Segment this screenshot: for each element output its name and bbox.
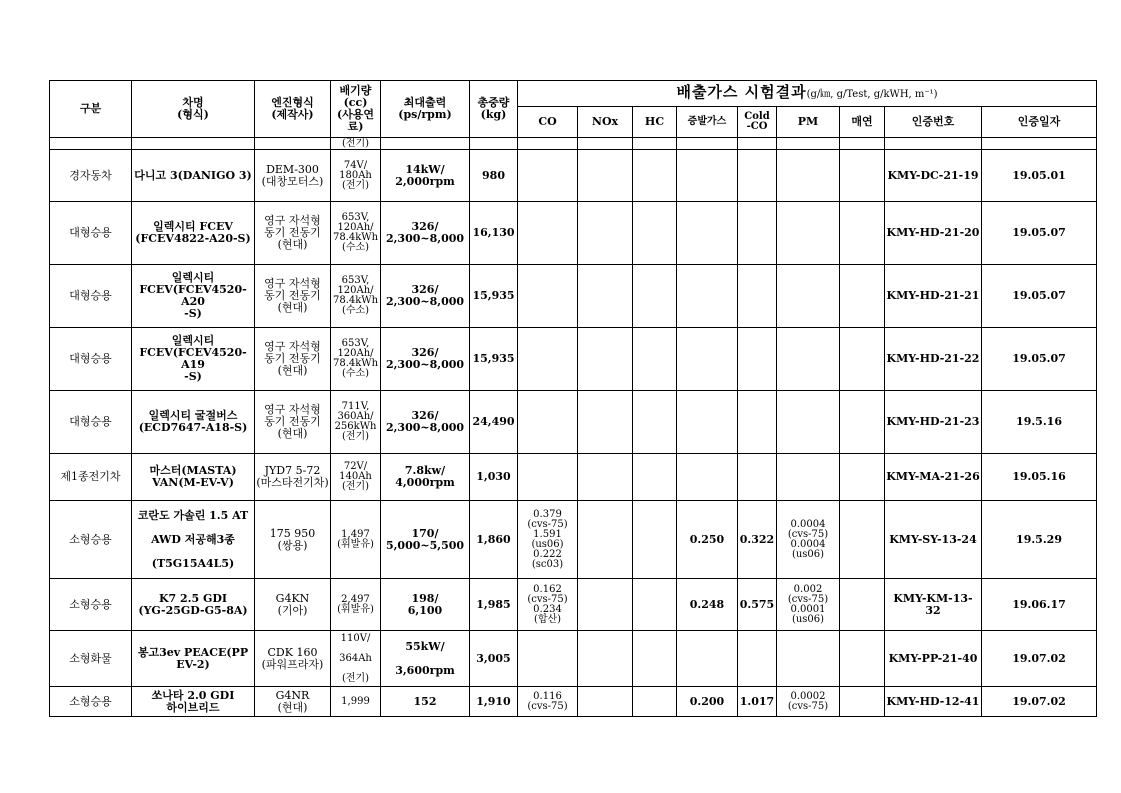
table-row <box>50 631 1097 687</box>
row-weight: 24,490 <box>470 391 518 454</box>
row-hc <box>633 150 677 202</box>
row-pm <box>777 391 840 454</box>
row-displacement: 1,497 (휘발유) <box>331 501 381 579</box>
emission-results-header <box>518 81 1097 107</box>
row-category: 대형승용 <box>50 328 132 391</box>
row-cold-co <box>738 150 777 202</box>
row-displacement: 711V, 360Ah/ 256kWh (전기) <box>331 391 381 454</box>
row-cold-co <box>738 328 777 391</box>
row-cold-co: 0.575 <box>738 579 777 631</box>
row-hc <box>633 687 677 717</box>
row-co <box>518 454 578 501</box>
row-engine: 영구 자석형 동기 전동기 (현대) <box>255 328 331 391</box>
row-nox <box>578 150 633 202</box>
row-output: 326/ 2,300~8,000 <box>381 265 470 328</box>
row-model: 일렉시티 FCEV(FCEV4520-A19 -S) <box>132 328 255 391</box>
row-cert-no: KMY-SY-13-24 <box>885 501 982 579</box>
row-category: 대형승용 <box>50 202 132 265</box>
row-pm <box>777 454 840 501</box>
row-cert-date: 19.05.07 <box>982 202 1097 265</box>
continuation-row <box>50 138 1097 150</box>
row-output: 55kW/ 3,600rpm <box>381 631 470 687</box>
row-weight: 15,935 <box>470 265 518 328</box>
row-smoke <box>840 150 885 202</box>
row-nox <box>578 687 633 717</box>
table-row <box>50 454 1097 501</box>
row-co <box>518 391 578 454</box>
row-output: 326/ 2,300~8,000 <box>381 202 470 265</box>
row-nox <box>578 265 633 328</box>
row-evap <box>677 631 738 687</box>
row-category: 소형승용 <box>50 579 132 631</box>
row-co <box>518 150 578 202</box>
row-output: 7.8kw/ 4,000rpm <box>381 454 470 501</box>
emission-certification-table <box>49 80 1097 717</box>
row-pm: 0.0002 (cvs-75) <box>777 687 840 717</box>
row-model: 일렉시티 굴절버스 (ECD7647-A18-S) <box>132 391 255 454</box>
row-cert-no: KMY-HD-21-23 <box>885 391 982 454</box>
row-output: 14kW/ 2,000rpm <box>381 150 470 202</box>
row-nox <box>578 391 633 454</box>
row-cold-co <box>738 631 777 687</box>
row-weight: 3,005 <box>470 631 518 687</box>
row-displacement: 2,497 (휘발유) <box>331 579 381 631</box>
row-hc <box>633 202 677 265</box>
row-engine: 175 950 (쌍용) <box>255 501 331 579</box>
row-category: 대형승용 <box>50 265 132 328</box>
row-co <box>518 202 578 265</box>
row-engine: 영구 자석형 동기 전동기 (현대) <box>255 391 331 454</box>
row-nox <box>578 501 633 579</box>
row-cold-co <box>738 391 777 454</box>
row-hc <box>633 454 677 501</box>
row-cert-no: KMY-PP-21-40 <box>885 631 982 687</box>
row-smoke <box>840 579 885 631</box>
table-row <box>50 391 1097 454</box>
row-evap: 0.248 <box>677 579 738 631</box>
row-cert-date: 19.05.16 <box>982 454 1097 501</box>
row-category: 소형승용 <box>50 501 132 579</box>
row-output: 152 <box>381 687 470 717</box>
table-row <box>50 150 1097 202</box>
header-engine: 엔진형식 (제작사) <box>255 81 331 138</box>
table-row <box>50 265 1097 328</box>
row-displacement: 110V/ 364Ah (전기) <box>331 631 381 687</box>
header-pm: PM <box>777 107 840 138</box>
row-evap: 0.200 <box>677 687 738 717</box>
row-cert-no: KMY-HD-21-22 <box>885 328 982 391</box>
row-category: 경자동차 <box>50 150 132 202</box>
table-row <box>50 202 1097 265</box>
row-hc <box>633 579 677 631</box>
header-displacement: 배기량(cc) (사용연료) <box>331 81 381 138</box>
row-pm <box>777 202 840 265</box>
row-weight: 980 <box>470 150 518 202</box>
row-co: 0.162 (cvs-75) 0.234 (합산) <box>518 579 578 631</box>
row-evap <box>677 391 738 454</box>
row-hc <box>633 501 677 579</box>
row-pm <box>777 150 840 202</box>
row-co <box>518 631 578 687</box>
row-cert-no: KMY-HD-21-21 <box>885 265 982 328</box>
row-cert-date: 19.5.16 <box>982 391 1097 454</box>
header-smoke: 매연 <box>840 107 885 138</box>
row-pm: 0.0004 (cvs-75) 0.0004 (us06) <box>777 501 840 579</box>
row-displacement: 1,999 <box>331 687 381 717</box>
row-weight: 1,985 <box>470 579 518 631</box>
row-engine: JYD7 5-72 (마스타전기차) <box>255 454 331 501</box>
row-smoke <box>840 202 885 265</box>
header-evap: 증발가스 <box>677 107 738 138</box>
header-nox: NOx <box>578 107 633 138</box>
row-pm: 0.002 (cvs-75) 0.0001 (us06) <box>777 579 840 631</box>
row-output: 326/ 2,300~8,000 <box>381 328 470 391</box>
row-weight: 16,130 <box>470 202 518 265</box>
row-co <box>518 265 578 328</box>
row-cert-no: KMY-MA-21-26 <box>885 454 982 501</box>
row-smoke <box>840 501 885 579</box>
row-weight: 15,935 <box>470 328 518 391</box>
row-model: K7 2.5 GDI (YG-25GD-G5-8A) <box>132 579 255 631</box>
row-smoke <box>840 454 885 501</box>
row-nox <box>578 328 633 391</box>
row-cert-no: KMY-HD-21-20 <box>885 202 982 265</box>
row-displacement: 653V, 120Ah/ 78.4kWh (수소) <box>331 265 381 328</box>
row-displacement: 74V/ 180Ah (전기) <box>331 150 381 202</box>
row-weight: 1,030 <box>470 454 518 501</box>
row-smoke <box>840 391 885 454</box>
row-displacement: 653V, 120Ah/ 78.4kWh (수소) <box>331 328 381 391</box>
row-category: 소형승용 <box>50 687 132 717</box>
row-cert-date: 19.07.02 <box>982 687 1097 717</box>
table-row <box>50 328 1097 391</box>
row-hc <box>633 265 677 328</box>
row-model: 마스터(MASTA) VAN(M-EV-V) <box>132 454 255 501</box>
row-output: 326/ 2,300~8,000 <box>381 391 470 454</box>
row-cert-no: KMY-HD-12-41 <box>885 687 982 717</box>
header-cert-no: 인증번호 <box>885 107 982 138</box>
header-gross-weight: 총중량 (kg) <box>470 81 518 138</box>
row-nox <box>578 579 633 631</box>
row-engine: DEM-300 (대창모터스) <box>255 150 331 202</box>
row-smoke <box>840 687 885 717</box>
row-model: 다니고 3(DANIGO 3) <box>132 150 255 202</box>
emission-results-unit: (g/㎞, g/Test, g/kWH, m⁻¹) <box>806 89 938 100</box>
row-engine: G4KN (기아) <box>255 579 331 631</box>
table-row <box>50 579 1097 631</box>
header-model-name: 차명 (형식) <box>132 81 255 138</box>
row-evap <box>677 265 738 328</box>
row-engine: 영구 자석형 동기 전동기 (현대) <box>255 265 331 328</box>
row-evap: 0.250 <box>677 501 738 579</box>
row-weight: 1,860 <box>470 501 518 579</box>
row-cert-date: 19.5.29 <box>982 501 1097 579</box>
row-output: 170/ 5,000~5,500 <box>381 501 470 579</box>
row-hc <box>633 631 677 687</box>
row-smoke <box>840 328 885 391</box>
row-displacement: 653V, 120Ah/ 78.4kWh (수소) <box>331 202 381 265</box>
row-cert-no: KMY-DC-21-19 <box>885 150 982 202</box>
row-nox <box>578 202 633 265</box>
table-row <box>50 501 1097 579</box>
row-evap <box>677 150 738 202</box>
row-co: 0.379 (cvs-75) 1.591 (us06) 0.222 (sc03) <box>518 501 578 579</box>
row-smoke <box>840 631 885 687</box>
row-cert-date: 19.05.07 <box>982 328 1097 391</box>
header-max-output: 최대출력 (ps/rpm) <box>381 81 470 138</box>
row-hc <box>633 328 677 391</box>
row-displacement: 72V/ 140Ah (전기) <box>331 454 381 501</box>
header-co: CO <box>518 107 578 138</box>
row-cold-co <box>738 265 777 328</box>
row-cert-date: 19.07.02 <box>982 631 1097 687</box>
row-evap <box>677 202 738 265</box>
row-category: 제1종전기차 <box>50 454 132 501</box>
row-evap <box>677 454 738 501</box>
row-pm <box>777 631 840 687</box>
row-model: 일렉시티 FCEV(FCEV4520-A20 -S) <box>132 265 255 328</box>
row-pm <box>777 265 840 328</box>
row-nox <box>578 454 633 501</box>
row-co <box>518 328 578 391</box>
row-output: 198/ 6,100 <box>381 579 470 631</box>
row-weight: 1,910 <box>470 687 518 717</box>
row-cert-no: KMY-KM-13-32 <box>885 579 982 631</box>
header-cold-co: Cold -CO <box>738 107 777 138</box>
row-cold-co: 0.322 <box>738 501 777 579</box>
header-hc: HC <box>633 107 677 138</box>
header-cert-date: 인증일자 <box>982 107 1097 138</box>
row-nox <box>578 631 633 687</box>
row-smoke <box>840 265 885 328</box>
row-hc <box>633 391 677 454</box>
row-engine: G4NR (현대) <box>255 687 331 717</box>
row-cold-co: 1.017 <box>738 687 777 717</box>
row-model: 봉고3ev PEACE(PP EV-2) <box>132 631 255 687</box>
row-model: 코란도 가솔린 1.5 AT AWD 저공해3종 (T5G15A4L5) <box>132 501 255 579</box>
row-engine: 영구 자석형 동기 전동기 (현대) <box>255 202 331 265</box>
table-row <box>50 687 1097 717</box>
row-cold-co <box>738 202 777 265</box>
continuation-displacement: (전기) <box>331 138 381 150</box>
row-cert-date: 19.05.01 <box>982 150 1097 202</box>
row-category: 소형화물 <box>50 631 132 687</box>
row-model: 일렉시티 FCEV (FCEV4822-A20-S) <box>132 202 255 265</box>
row-engine: CDK 160 (파워프라자) <box>255 631 331 687</box>
row-cold-co <box>738 454 777 501</box>
row-cert-date: 19.05.07 <box>982 265 1097 328</box>
emission-results-title: 배출가스 시험결과 <box>676 83 807 101</box>
row-co: 0.116 (cvs-75) <box>518 687 578 717</box>
header-category: 구분 <box>50 81 132 138</box>
row-evap <box>677 328 738 391</box>
row-model: 쏘나타 2.0 GDI 하이브리드 <box>132 687 255 717</box>
row-cert-date: 19.06.17 <box>982 579 1097 631</box>
row-pm <box>777 328 840 391</box>
row-category: 대형승용 <box>50 391 132 454</box>
